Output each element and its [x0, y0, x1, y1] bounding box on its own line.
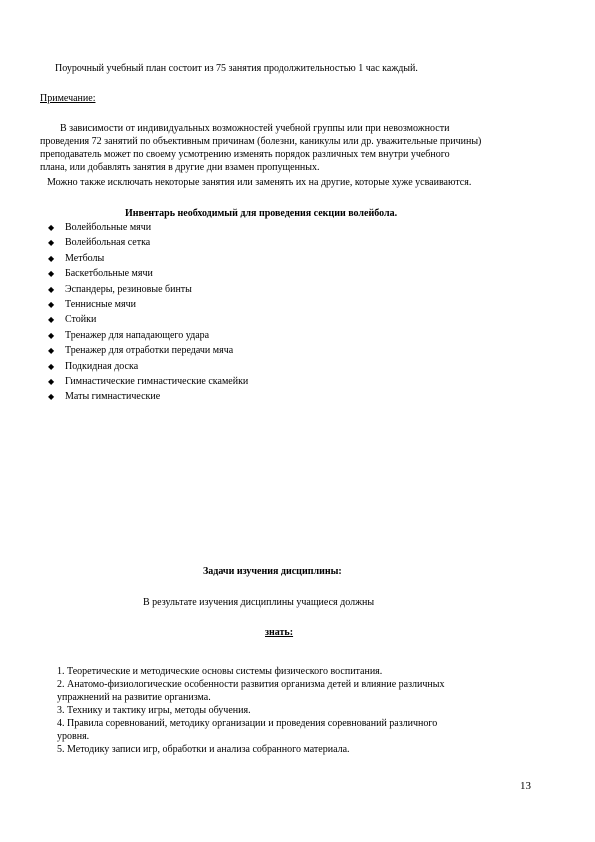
diamond-bullet-icon: ◆ — [48, 269, 55, 279]
list-item: уровня. — [57, 731, 90, 742]
intro-text: Поурочный учебный план состоит из 75 занятия продолжительностью 1 час каждый. — [55, 63, 418, 74]
page-number: 13 — [520, 780, 531, 792]
list-item: ◆ Тренажер для нападающего удара — [48, 328, 248, 343]
tasks-intro: В результате изучения дисциплины учащиеся должны — [143, 597, 375, 608]
note-line-4: плана, или добавлять занятия в другие дни взамен пропущенных. — [40, 162, 320, 173]
list-item: 5. Методику записи игр, обработки и анализа собранного материала. — [57, 744, 350, 755]
list-item: ◆ Метболы — [48, 251, 248, 266]
list-item: ◆ Тренажер для отработки передачи мяча — [48, 343, 248, 358]
diamond-bullet-icon: ◆ — [48, 238, 55, 248]
list-item: ◆ Баскетбольные мячи — [48, 266, 248, 281]
note-line-3: преподаватель может по своему усмотрению изменять порядок различных тем внутри учебного — [40, 149, 450, 160]
note-line-5: Можно также исключать некоторые занятия или заменять их на другие, которые хуже усваиваются. — [47, 177, 472, 188]
tasks-title: Задачи изучения дисциплины: — [203, 566, 342, 577]
diamond-bullet-icon: ◆ — [48, 392, 55, 402]
list-item: ◆ Гимнастические гимнастические скамейки — [48, 374, 248, 389]
diamond-bullet-icon: ◆ — [48, 284, 55, 294]
list-item: 1. Теоретические и методические основы системы физического воспитания. — [57, 666, 383, 677]
list-item: ◆ Теннисные мячи — [48, 297, 248, 312]
list-item: ◆ Эспандеры, резиновые бинты — [48, 282, 248, 297]
list-item: упражнений на развитие организма. — [57, 692, 211, 703]
diamond-bullet-icon: ◆ — [48, 299, 55, 309]
note-line-2: проведения 72 занятий по объективным причинам (болезни, каникулы или др. уважительные причины) — [40, 136, 482, 147]
know-label: знать: — [265, 627, 294, 638]
diamond-bullet-icon: ◆ — [48, 376, 55, 386]
list-item: 2. Анатомо-физиологические особенности развития организма детей и влияние различных — [57, 679, 445, 690]
know-list — [57, 665, 444, 756]
diamond-bullet-icon: ◆ — [48, 330, 55, 340]
diamond-bullet-icon: ◆ — [48, 223, 55, 232]
note-label: Примечание: — [40, 93, 96, 104]
list-item: 3. Технику и тактику игры, методы обучения. — [57, 705, 251, 716]
note-line-1: В зависимости от индивидуальных возможностей учебной группы или при невозможности — [60, 123, 450, 134]
inventory-list — [48, 220, 248, 405]
list-item: ◆ Стойки — [48, 312, 248, 327]
diamond-bullet-icon: ◆ — [48, 361, 55, 371]
list-item: ◆ Подкидная доска — [48, 359, 248, 374]
list-item: 4. Правила соревнований, методику организации и проведения соревнований различного — [57, 718, 438, 729]
diamond-bullet-icon: ◆ — [48, 253, 55, 263]
list-item: ◆ Волейбольная сетка — [48, 235, 248, 250]
list-item: ◆ Маты гимнастические — [48, 389, 248, 404]
diamond-bullet-icon: ◆ — [48, 315, 55, 325]
list-item: ◆ Волейбольные мячи — [48, 220, 248, 235]
inventory-title: Инвентарь необходимый для проведения секции волейбола. — [125, 208, 398, 219]
diamond-bullet-icon: ◆ — [48, 346, 55, 356]
